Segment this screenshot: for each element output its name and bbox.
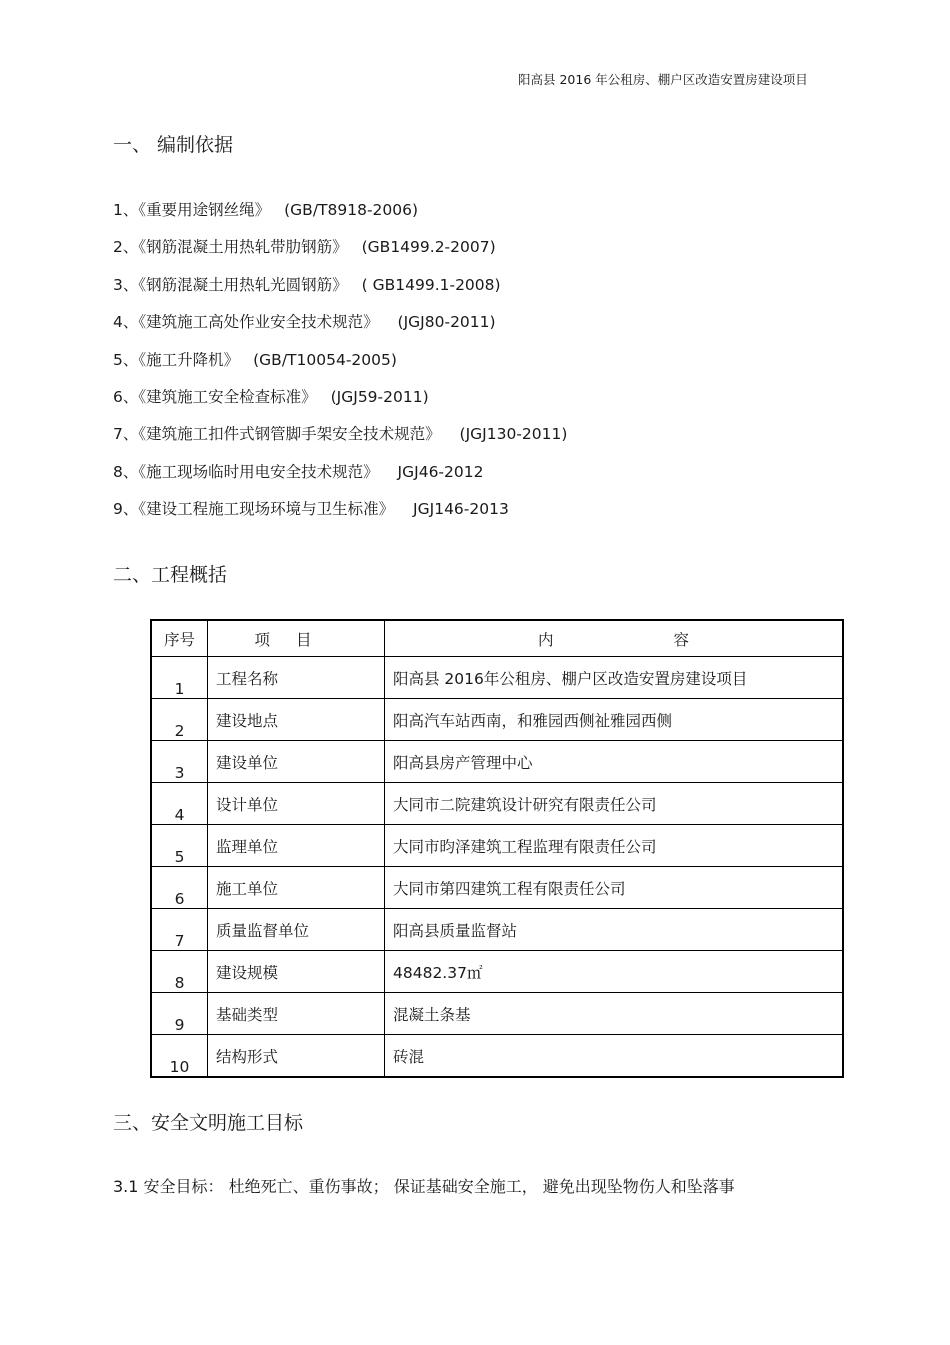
- header-content: [385, 620, 844, 657]
- table-row: [151, 783, 843, 825]
- table-header-row: [151, 620, 843, 657]
- cell-no: 7: [151, 909, 208, 951]
- cell-content: 48482.37㎡: [385, 951, 844, 993]
- cell-item: 质量监督单位: [208, 909, 385, 951]
- reference-title: 9、《建设工程施工现场环境与卫生标准》: [113, 500, 395, 519]
- table-row: [151, 909, 843, 951]
- cell-no: 3: [151, 741, 208, 783]
- table-row: [151, 657, 843, 699]
- reference-code: JGJ146-2013: [408, 500, 509, 519]
- header-no: 序号: [151, 620, 208, 657]
- section-title-safety: 三、安全文明施工目标: [113, 1112, 304, 1134]
- cell-content: 大同市二院建筑设计研究有限责任公司: [385, 783, 844, 825]
- reference-title: 5、《施工升降机》: [113, 350, 240, 369]
- cell-content: 阳高县房产管理中心: [385, 741, 844, 783]
- section-title-overview: 二、工程概括: [113, 564, 228, 586]
- cell-item: 建设单位: [208, 741, 385, 783]
- reference-code: (JGJ130-2011): [454, 425, 568, 444]
- reference-title: 6、《建筑施工安全检查标准》: [113, 388, 317, 406]
- reference-title: 7、《建筑施工扣件式钢管脚手架安全技术规范》: [113, 425, 441, 444]
- cell-item: 建设规模: [208, 951, 385, 993]
- table-row: [151, 825, 843, 867]
- reference-title: 8、《施工现场临时用电安全技术规范》: [113, 462, 379, 481]
- reference-code: JGJ46-2012: [392, 462, 484, 481]
- section-title-basis: 一、 编制依据: [113, 134, 234, 156]
- reference-item: [113, 235, 496, 257]
- cell-no: 9: [151, 993, 208, 1035]
- cell-no: 8: [151, 951, 208, 993]
- reference-item: [113, 310, 496, 332]
- header-content-label: 内容: [537, 630, 809, 649]
- cell-no: 2: [151, 699, 208, 741]
- cell-no: 6: [151, 867, 208, 909]
- cell-no: 10: [151, 1035, 208, 1078]
- reference-item: [113, 460, 483, 482]
- reference-title: 1、《重要用途钢丝绳》: [113, 201, 271, 219]
- reference-code: (GB/T10054-2005): [253, 350, 397, 369]
- reference-item: [113, 348, 397, 370]
- reference-item: [113, 385, 429, 407]
- cell-no: 5: [151, 825, 208, 867]
- cell-content: 大同市昀泽建筑工程监理有限责任公司: [385, 825, 844, 867]
- table-row: [151, 993, 843, 1035]
- cell-content: 阳高汽车站西南，和雅园西侧祉雅园西侧: [385, 699, 844, 741]
- cell-content: 大同市第四建筑工程有限责任公司: [385, 867, 844, 909]
- cell-no: 4: [151, 783, 208, 825]
- cell-no: 1: [151, 657, 208, 699]
- table-row: [151, 951, 843, 993]
- reference-title: 4、《建筑施工高处作业安全技术规范》: [113, 313, 379, 332]
- table-row: [151, 867, 843, 909]
- reference-code: ( GB1499.1-2008): [361, 275, 501, 294]
- cell-item: 建设地点: [208, 699, 385, 741]
- document-header: 阳高县 2016 年公租房、棚户区改造安置房建设项目: [518, 72, 808, 87]
- reference-title: 3、《钢筋混凝土用热轧光圆钢筋》: [113, 275, 348, 294]
- table-row: [151, 1035, 843, 1078]
- cell-item: 基础类型: [208, 993, 385, 1035]
- safety-goal-paragraph: 3.1 安全目标： 杜绝死亡、重伤事故； 保证基础安全施工， 避免出现坠物伤人和坠落事: [113, 1177, 735, 1196]
- cell-content: 砖混: [385, 1035, 844, 1078]
- cell-item: 工程名称: [208, 657, 385, 699]
- reference-code: (GB1499.2-2007): [361, 238, 496, 257]
- reference-code: (JGJ59-2011): [330, 388, 429, 406]
- header-item: [208, 620, 385, 657]
- reference-item: [113, 273, 501, 295]
- cell-content: 阳高县 2016年公租房、棚户区改造安置房建设项目: [385, 657, 844, 699]
- cell-item: 结构形式: [208, 1035, 385, 1078]
- reference-item: [113, 198, 418, 220]
- header-item-label: 项目: [254, 630, 338, 649]
- cell-content: 混凝土条基: [385, 993, 844, 1035]
- cell-item: 设计单位: [208, 783, 385, 825]
- table-row: [151, 741, 843, 783]
- cell-item: 施工单位: [208, 867, 385, 909]
- table-body: [151, 657, 843, 1078]
- reference-code: (JGJ80-2011): [392, 313, 496, 332]
- reference-item: [113, 422, 567, 444]
- reference-code: (GB/T8918-2006): [284, 201, 419, 219]
- cell-item: 监理单位: [208, 825, 385, 867]
- cell-content: 阳高县质量监督站: [385, 909, 844, 951]
- reference-item: [113, 497, 509, 519]
- table-row: [151, 699, 843, 741]
- reference-title: 2、《钢筋混凝土用热轧带肋钢筋》: [113, 238, 348, 257]
- project-overview-table: [150, 619, 844, 1078]
